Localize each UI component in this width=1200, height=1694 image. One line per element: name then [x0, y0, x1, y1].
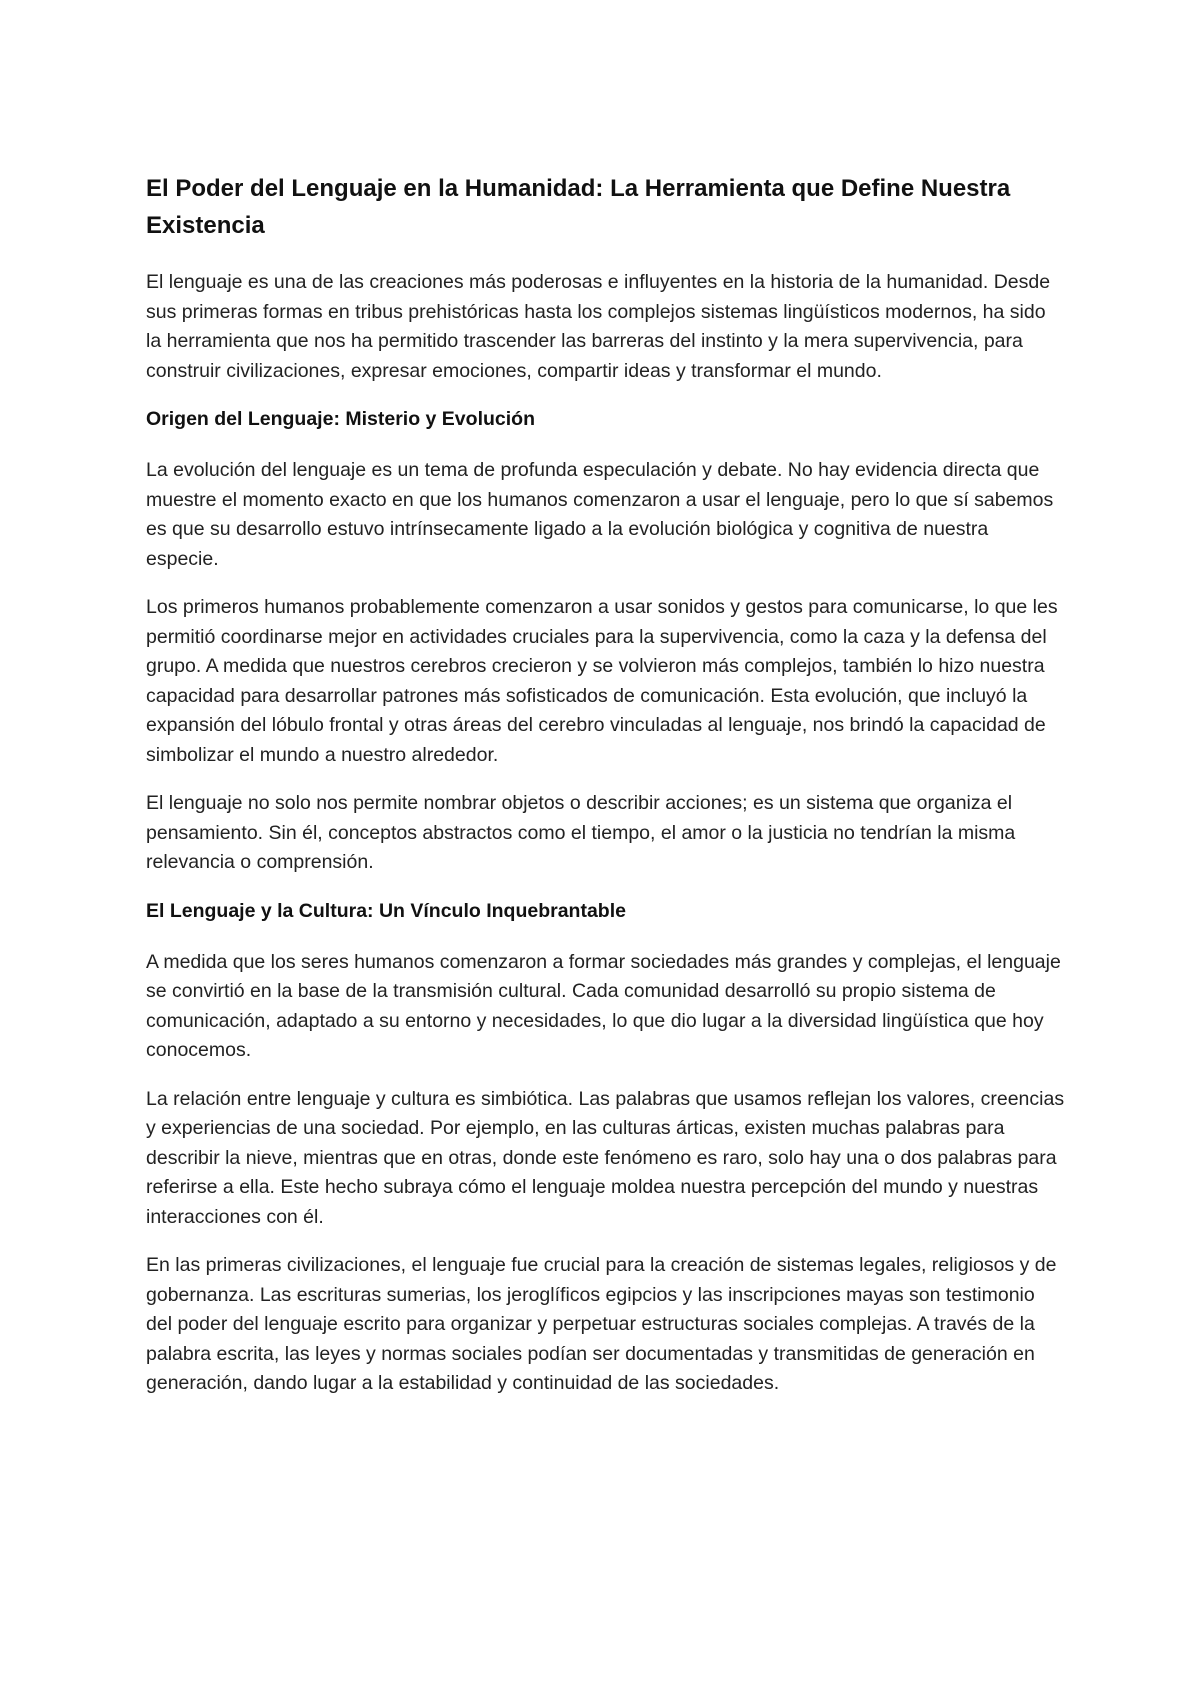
document-body [146, 170, 1066, 1418]
paragraph: La relación entre lenguaje y cultura es simbiótica. Las palabras que usamos reflejan los valores, creencias y experiencias de una sociedad. Por ejemplo, en las culturas árticas, existen muchas palabras para describir la nieve, mientras que en otras, donde este fenómeno es raro, solo hay una o dos palabras para referirse a ella. Este hecho subraya cómo el lenguaje moldea nuestra percepción del mundo y nuestras interacciones con él. [146, 1087, 1065, 1228]
paragraph: En las primeras civilizaciones, el lenguaje fue crucial para la creación de sistemas legales, religiosos y de gobernanza. Las escrituras sumerias, los jeroglíficos egipcios y las inscripciones mayas son testimonio del poder del lenguaje escrito para organizar y perpetuar estructuras sociales complejas. A través de la palabra escrita, las leyes y normas sociales podían ser documentadas y transmitidas de generación en generación, dando lugar a la estabilidad y continuidad de las sociedades. [146, 1254, 1057, 1394]
document-title: El Poder del Lenguaje en la Humanidad: La Herramienta que Define Nuestra Existencia [146, 175, 1011, 239]
section-heading-origen: Origen del Lenguaje: Misterio y Evolución [146, 408, 535, 430]
section-heading-cultura: El Lenguaje y la Cultura: Un Vínculo Inquebrantable [146, 899, 626, 922]
paragraph: Los primeros humanos probablemente comenzaron a usar sonidos y gestos para comunicarse, lo que les permitió coordinarse mejor en actividades cruciales para la supervivencia, como la caza y la defensa del grupo. A medida que nuestros cerebros crecieron y se volvieron más complejos, también lo hizo nuestra capacidad para desarrollar patrones más sofisticados de comunicación. Esta evolución, que incluyó la expansión del lóbulo frontal y otras áreas del cerebro vinculadas al lenguaje, nos brindó la capacidad de simbolizar el mundo a nuestro alrededor. [146, 596, 1058, 766]
paragraph: El lenguaje no solo nos permite nombrar objetos o describir acciones; es un sistema que organiza el pensamiento. Sin él, conceptos abstractos como el tiempo, el amor o la justicia no tendrían la misma relevancia o comprensión. [146, 792, 1016, 873]
intro-paragraph: El lenguaje es una de las creaciones más poderosas e influyentes en la historia de la humanidad. Desde sus primeras formas en tribus prehistóricas hasta los complejos sistemas lingüísticos modernos, ha sido la herramienta que nos ha permitido trascender las barreras del instinto y la mera supervivencia, para construir civilizaciones, expresar emociones, compartir ideas y transformar el mundo. [146, 271, 1051, 382]
paragraph: La evolución del lenguaje es un tema de profunda especulación y debate. No hay evidencia directa que muestre el momento exacto en que los humanos comenzaron a usar el lenguaje, pero lo que sí sabemos es que su desarrollo estuvo intrínsecamente ligado a la evolución biológica y cognitiva de nuestra especie. [146, 459, 1054, 570]
paragraph: A medida que los seres humanos comenzaron a formar sociedades más grandes y complejas, el lenguaje se convirtió en la base de la transmisión cultural. Cada comunidad desarrolló su propio sistema de comunicación, adaptado a su entorno y necesidades, lo que dio lugar a la diversidad lingüística que hoy conocemos. [146, 950, 1061, 1061]
